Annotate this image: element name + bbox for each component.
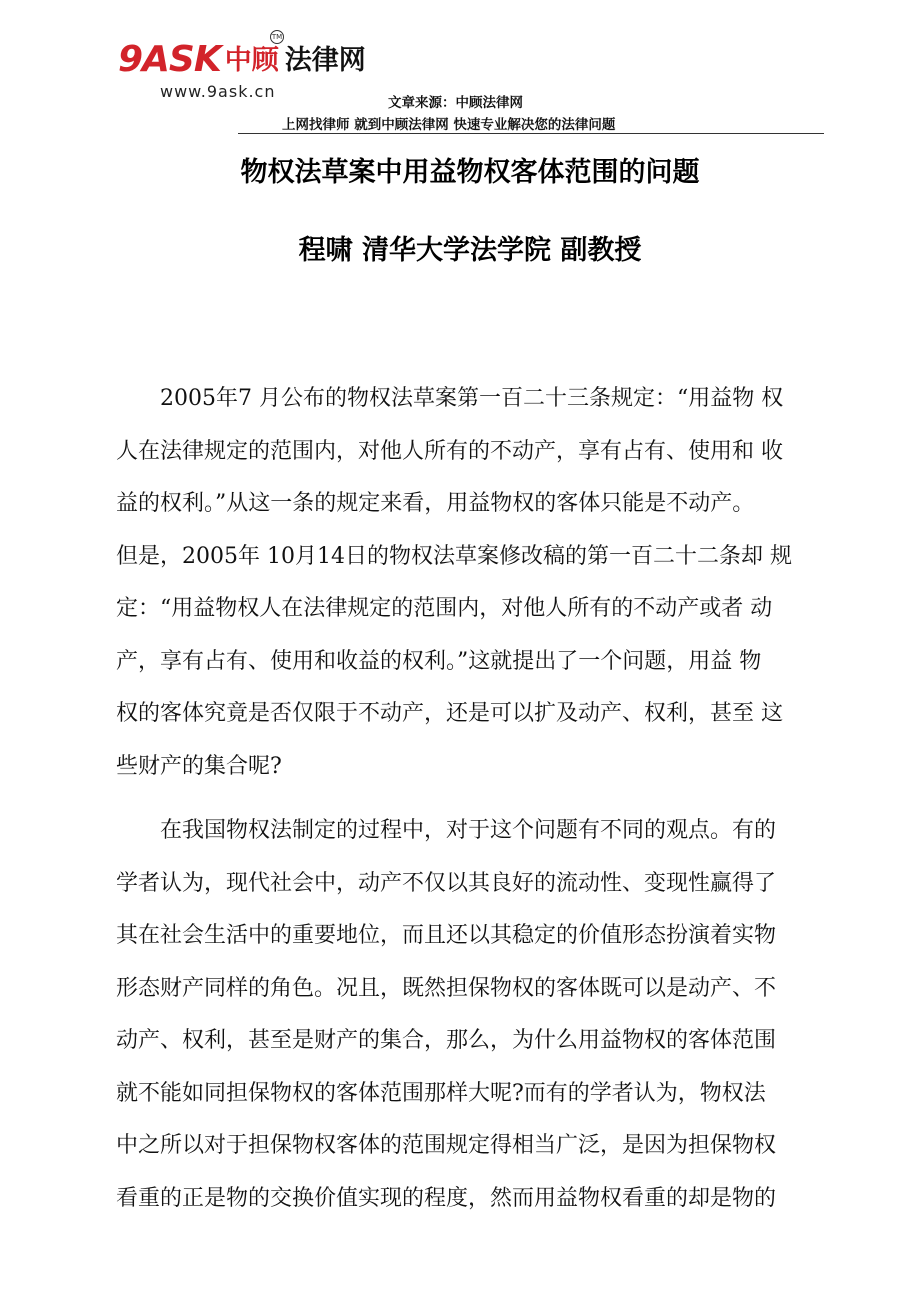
paragraph-line: 就不能如同担保物权的客体范围那样大呢?而有的学者认为，物权法 xyxy=(116,1080,766,1106)
paragraph-line: 2005年7 月公布的物权法草案第一百二十三条规定：“用益物 权 xyxy=(160,386,784,411)
paragraph-line: 定：“用益物权人在法律规定的范围内，对他人所有的不动产或者 动 xyxy=(116,596,773,621)
article-author: 程啸 清华大学法学院 副教授 xyxy=(298,235,642,266)
paragraph-line: 益的权利。”从这一条的规定来看，用益物权的客体只能是不动产。 xyxy=(116,491,755,516)
paragraph-line: 看重的正是物的交换价值实现的程度，然而用益物权看重的却是物的 xyxy=(116,1185,777,1211)
logo-wordmark xyxy=(118,40,366,80)
article-title: 物权法草案中用益物权客体范围的问题 xyxy=(240,157,700,188)
paragraph-line: 学者认为，现代社会中，动产不仅以其良好的流动性、变现性赢得了 xyxy=(116,870,777,896)
logo-url: www.9ask.cn xyxy=(160,82,276,101)
paragraph-line: 但是，2005年 10月14日的物权法草案修改稿的第一百二十二条却 规 xyxy=(116,543,792,569)
paragraph-line: 形态财产同样的角色。况且，既然担保物权的客体既可以是动产、不 xyxy=(116,975,777,1001)
paragraph-line: 在我国物权法制定的过程中，对于这个问题有不同的观点。有的 xyxy=(160,818,777,843)
logo-9ask-mark: 9ASK xyxy=(118,39,221,80)
trademark-icon: TM xyxy=(270,30,284,44)
paragraph-line: 其在社会生活中的重要地位，而且还以其稳定的价值形态扮演着实物 xyxy=(116,923,777,948)
paragraph-line: 产，享有占有、使用和收益的权利。”这就提出了一个问题，用益 物 xyxy=(116,648,762,674)
paragraph-1 xyxy=(116,373,816,793)
paragraph-line: 中之所以对于担保物权客体的范围规定得相当广泛，是因为担保物权 xyxy=(116,1133,777,1158)
paragraph-line: 权的客体究竟是否仅限于不动产，还是可以扩及动产、权利，甚至 这 xyxy=(116,701,783,726)
paragraph-line: 些财产的集合呢? xyxy=(116,753,282,779)
paragraph-2 xyxy=(116,805,816,1225)
header-divider xyxy=(238,133,824,134)
logo-brand-name-black: 法律网 xyxy=(284,45,366,76)
article-source: 文章来源：中顾法律网 xyxy=(388,95,523,111)
logo-brand-name-red: 中顾 xyxy=(224,45,279,76)
site-slogan: 上网找律师 就到中顾法律网 快速专业解决您的法律问题 xyxy=(282,117,616,133)
paragraph-line: 人在法律规定的范围内，对他人所有的不动产，享有占有、使用和 收 xyxy=(116,438,783,464)
paragraph-line: 动产、权利，甚至是财产的集合，那么，为什么用益物权的客体范围 xyxy=(116,1028,777,1053)
site-logo[interactable] xyxy=(118,33,378,108)
